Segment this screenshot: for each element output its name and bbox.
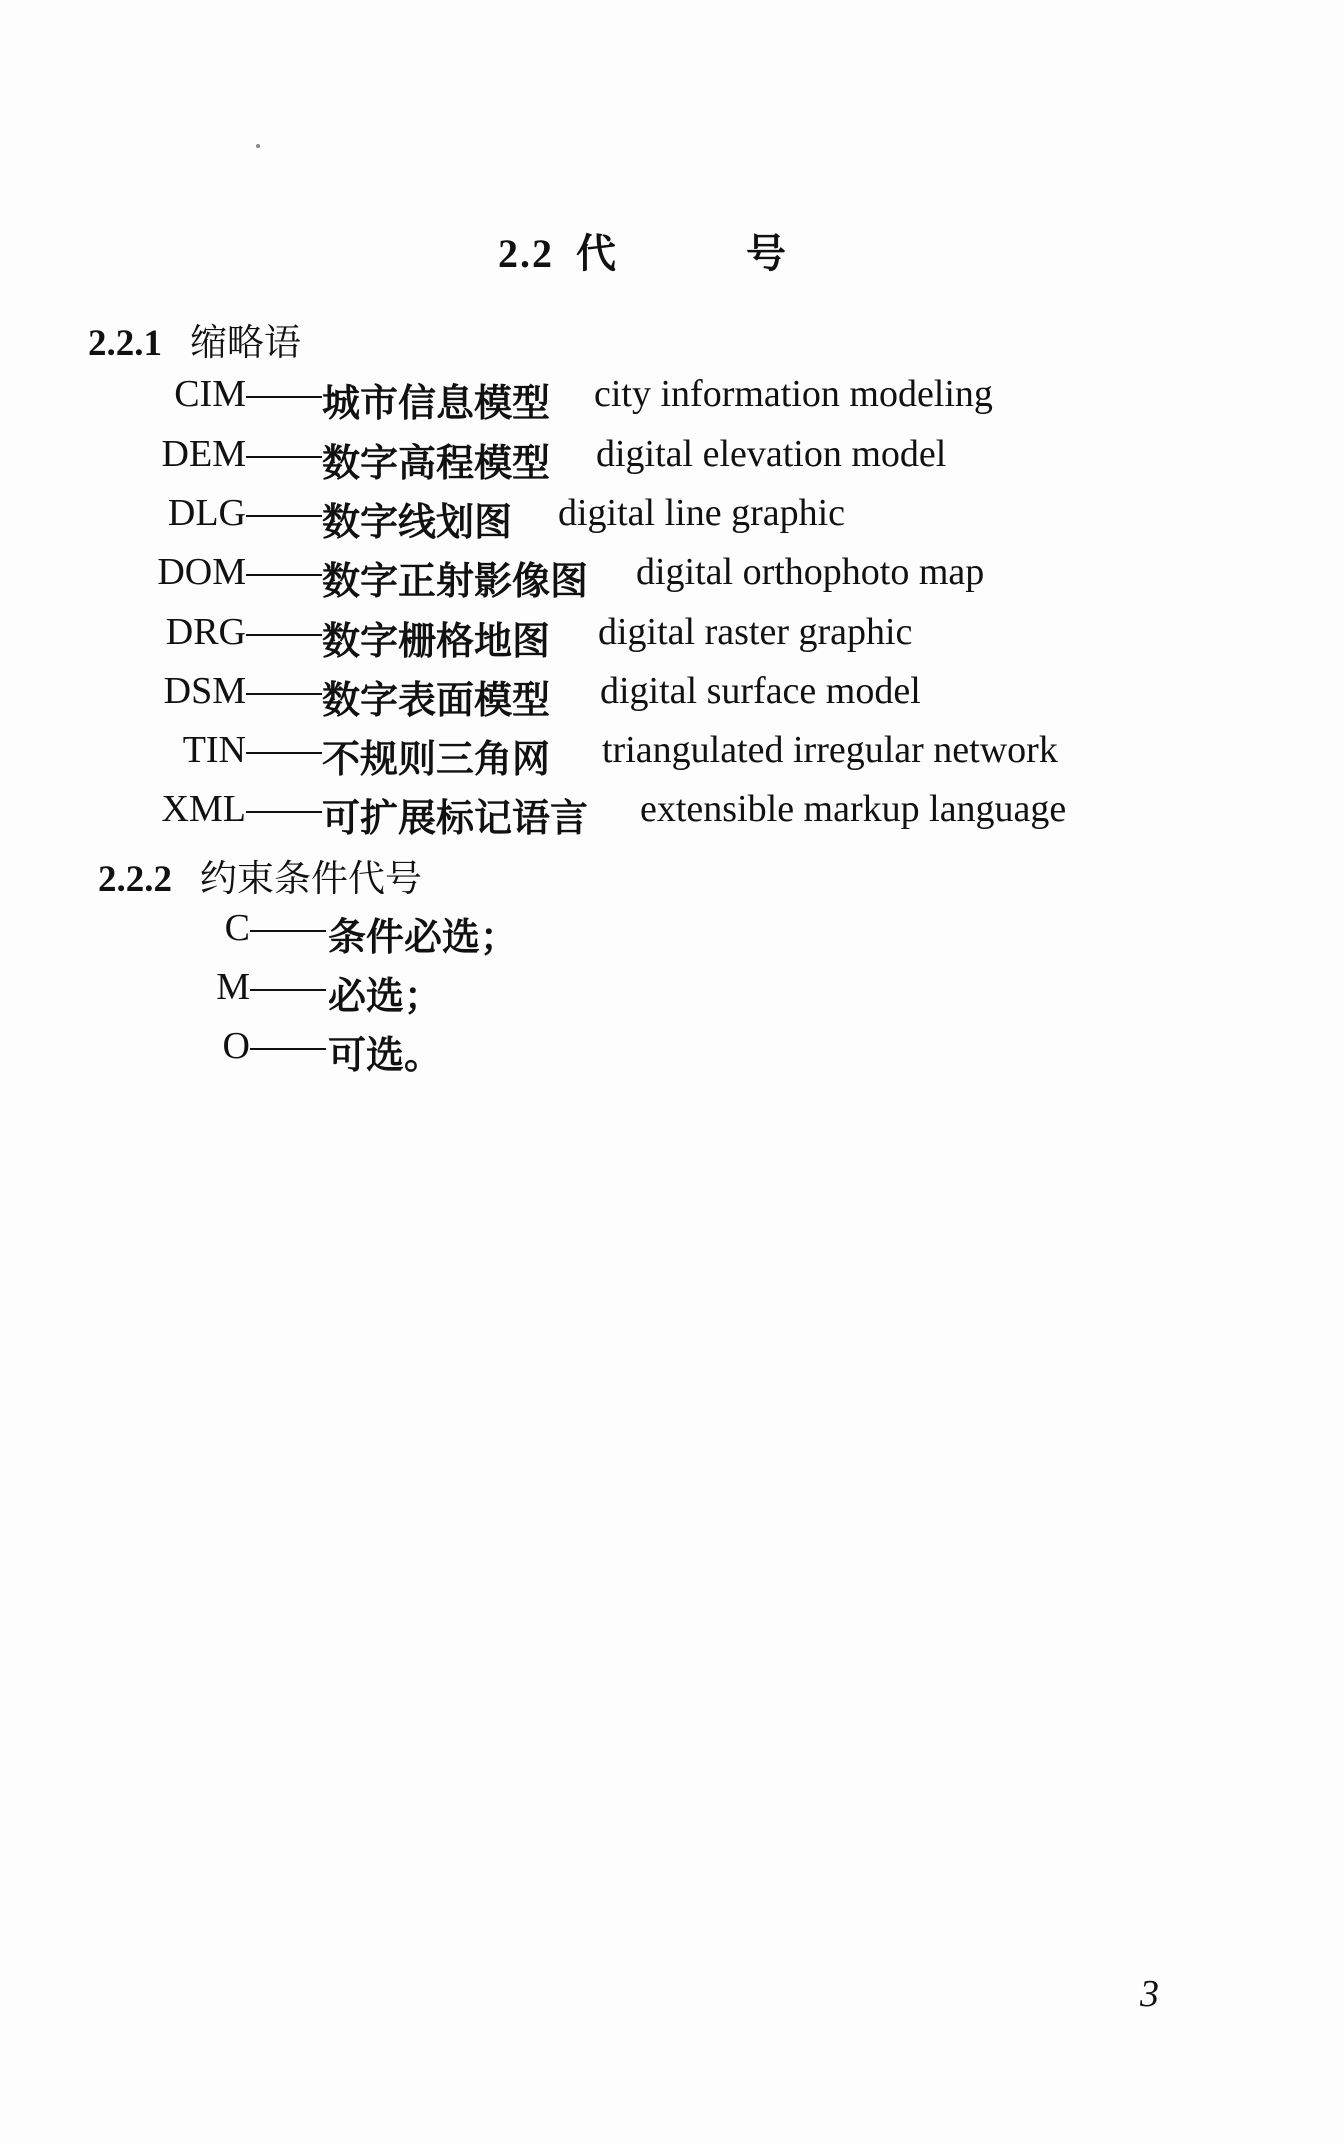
section-title: [0, 222, 1344, 279]
abbreviation-chinese: 数字栅格地图: [322, 621, 551, 663]
abbreviation-english: digital orthophoto map: [636, 551, 985, 593]
abbreviation-chinese: 数字正射影像图: [322, 561, 589, 603]
abbreviation-code: DEM: [161, 433, 246, 475]
em-dash: [246, 396, 322, 398]
em-dash: [246, 515, 322, 517]
abbreviation-code: DRG: [165, 611, 246, 653]
constraint-code: O: [222, 1025, 250, 1067]
abbreviation-chinese: 数字高程模型: [322, 443, 551, 485]
scan-speck: [256, 144, 260, 148]
constraint-code: C: [224, 907, 250, 949]
subsection-title: 约束条件代号: [200, 859, 422, 900]
em-dash: [246, 634, 322, 636]
em-dash: [246, 456, 322, 458]
em-dash: [250, 989, 326, 991]
em-dash: [250, 1048, 326, 1050]
constraint-description: 可选。: [328, 1035, 443, 1077]
abbreviation-code: TIN: [182, 729, 246, 771]
subsection-number: 2.2.1: [88, 323, 162, 364]
em-dash: [246, 693, 322, 695]
em-dash: [246, 752, 322, 754]
abbreviation-code: DOM: [157, 551, 246, 593]
abbreviation-chinese: 城市信息模型: [322, 383, 551, 425]
constraint-description: 条件必选；: [328, 917, 519, 959]
subsection-heading-abbreviations: [88, 312, 301, 366]
abbreviation-code: XML: [161, 788, 246, 830]
abbreviation-code: CIM: [174, 373, 246, 415]
abbreviation-code: DLG: [167, 492, 246, 534]
section-number: 2.2: [498, 231, 554, 276]
abbreviation-english: digital elevation model: [596, 433, 947, 475]
abbreviation-english: digital surface model: [600, 670, 921, 712]
em-dash: [250, 930, 326, 932]
abbreviation-chinese: 数字表面模型: [322, 680, 551, 722]
abbreviation-chinese: 可扩展标记语言: [322, 798, 589, 840]
section-title-text: 代 号: [576, 231, 846, 276]
page-number: 3: [1140, 1973, 1159, 2015]
abbreviation-chinese: 数字线划图: [322, 502, 513, 544]
abbreviation-english: digital line graphic: [558, 492, 846, 534]
subsection-number: 2.2.2: [98, 859, 172, 900]
subsection-heading-constraint-codes: [98, 848, 422, 902]
abbreviation-code: DSM: [163, 670, 246, 712]
em-dash: [246, 811, 322, 813]
abbreviation-english: digital raster graphic: [598, 611, 913, 653]
subsection-title: 缩略语: [190, 323, 301, 364]
constraint-description: 必选；: [328, 976, 443, 1018]
constraint-code: M: [216, 966, 250, 1008]
abbreviation-chinese: 不规则三角网: [322, 739, 551, 781]
abbreviation-english: extensible markup language: [640, 788, 1067, 830]
abbreviation-english: triangulated irregular network: [602, 729, 1058, 771]
em-dash: [246, 574, 322, 576]
abbreviation-english: city information modeling: [594, 373, 993, 415]
